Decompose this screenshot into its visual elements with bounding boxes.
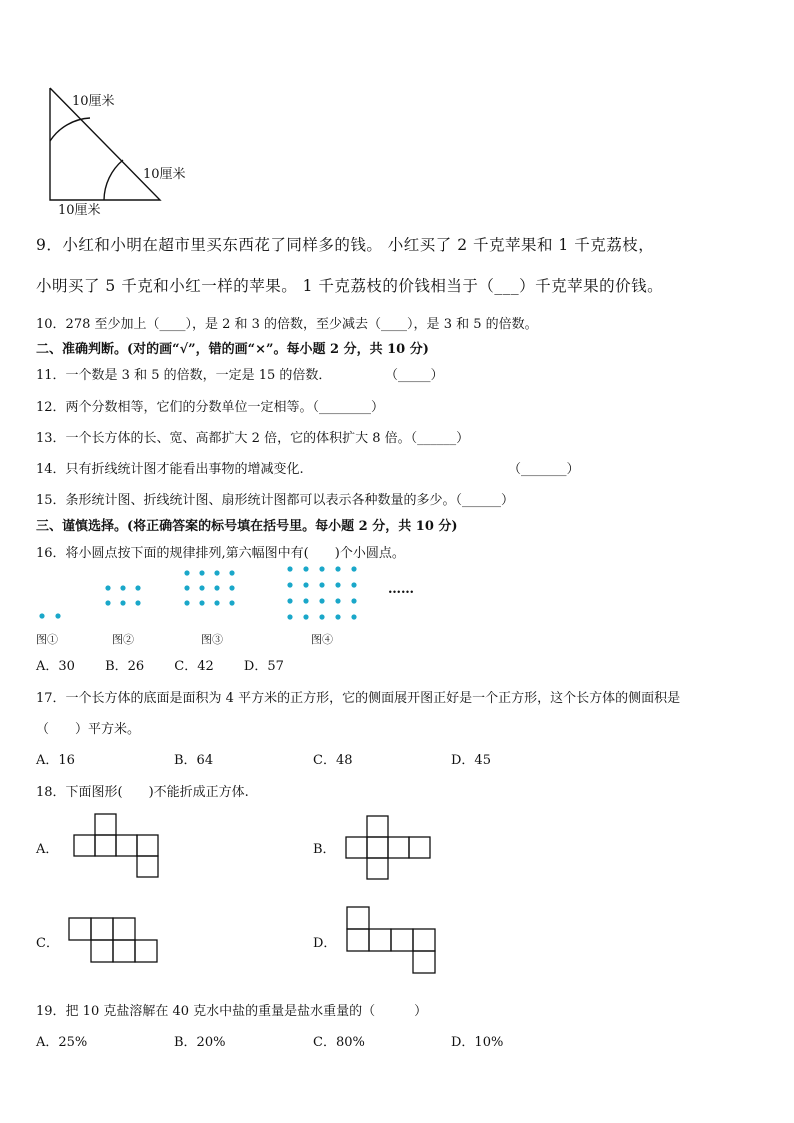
pattern-dot-fig4 [303,582,308,587]
pattern-dot-fig3 [199,585,204,590]
q18-stem: 18．下面图形( )不能折成正方体. [36,785,249,800]
section-2-heading: 二、准确判断。(对的画“√”，错的画“×”。每小题 2 分，共 10 分) [36,342,429,357]
q11-blank: （_____） [385,368,444,383]
pattern-dot-fig3 [214,600,219,605]
pattern-dot-fig3 [229,600,234,605]
pattern-dot-fig2 [120,585,125,590]
q15: 15．条形统计图、折线统计图、扇形统计图都可以表示各种数量的多少。（______） [36,493,515,508]
q12: 12．两个分数相等，它们的分数单位一定相等。（________） [36,400,385,415]
triangle-label-top: 10厘米 [72,94,115,109]
pattern-dot-fig4 [287,566,292,571]
pattern-dot-fig2 [105,600,110,605]
q17-stem: 17．一个长方体的底面是面积为 4 平方米的正方形，它的侧面展开图正好是一个正方形，这个长方体的侧面积是 [36,691,681,706]
q17-option-c: C．48 [313,753,353,768]
pattern-dot-fig4 [303,614,308,619]
q14-blank: （_______） [508,462,580,477]
section-3-heading: 三、谨慎选择。(将正确答案的标号填在括号里。每小题 2 分，共 10 分) [36,519,458,534]
pattern-dot-fig3 [199,600,204,605]
pattern-dot-fig4 [319,614,324,619]
q18-label-d: D． [313,936,337,951]
pattern-dot-fig2 [135,600,140,605]
triangle-label-right: 10厘米 [143,167,186,182]
pattern-dot-fig4 [287,614,292,619]
pattern-dot-fig3 [184,600,189,605]
pattern-dot-fig3 [229,585,234,590]
pattern-dot-fig4 [303,566,308,571]
triangle-label-bottom: 10厘米 [58,203,101,218]
pattern-dot-fig2 [135,585,140,590]
q17-option-b: B．64 [174,753,214,768]
pattern-dot-fig4 [351,582,356,587]
pattern-dot-fig4 [335,598,340,603]
pattern-dot-fig4 [351,614,356,619]
q17-option-a: A．16 [36,753,75,768]
q18-label-c: C． [36,936,59,951]
pattern-dot-fig4 [319,566,324,571]
pattern-dot-fig3 [184,570,189,575]
pattern-dot-fig3 [199,570,204,575]
q18-label-b: B． [313,842,336,857]
q19-option-c: C．80% [313,1035,365,1050]
pattern-dot-fig4 [335,566,340,571]
pattern-dot-fig4 [335,582,340,587]
q19-stem: 19．把 10 克盐溶解在 40 克水中盐的重量是盐水重量的（ ） [36,1004,428,1019]
pattern-dot-fig4 [287,582,292,587]
q19-option-d: D．10% [451,1035,504,1050]
pattern-dot-fig4 [351,598,356,603]
pattern-dot-fig4 [335,614,340,619]
pattern-dot-fig2 [105,585,110,590]
pattern-dot-fig4 [319,582,324,587]
pattern-dot-fig3 [214,585,219,590]
q9-line1: 9．小红和小明在超市里买东西花了同样多的钱。 小红买了 2 千克苹果和 1 千克荔枝， [36,236,655,254]
pattern-dot-fig4 [287,598,292,603]
fig-label-2: 图② [112,633,134,646]
pattern-dot-fig3 [214,570,219,575]
q16-options: A．30 B．26 C．42 D．57 [36,659,284,674]
pattern-dot-fig4 [319,598,324,603]
q19-option-b: B．20% [174,1035,226,1050]
q11-text: 11．一个数是 3 和 5 的倍数，一定是 15 的倍数． [36,368,332,383]
q14-text: 14．只有折线统计图才能看出事物的增减变化. [36,462,304,477]
pattern-dot-fig1 [55,613,60,618]
pattern-dot-fig4 [303,598,308,603]
pattern-dot-fig3 [229,570,234,575]
q13: 13．一个长方体的长、宽、高都扩大 2 倍，它的体积扩大 8 倍。（______） [36,431,470,446]
q10: 10．278 至少加上（____），是 2 和 3 的倍数，至少减去（____），是 3 和 5 的倍数。 [36,317,538,332]
pattern-dot-fig4 [351,566,356,571]
q17-option-d: D．45 [451,753,491,768]
q18-label-a: A． [36,842,59,857]
pattern-dot-fig2 [120,600,125,605]
q16-stem: 16．将小圆点按下面的规律排列,第六幅图中有( )个小圆点。 [36,546,405,561]
fig-label-1: 图① [36,633,58,646]
q9-line2: 小明买了 5 千克和小红一样的苹果。 1 千克荔枝的价钱相当于（___）千克苹果的价钱。 [36,277,664,295]
q19-option-a: A．25% [36,1035,88,1050]
q17-stem-cont: （ ）平方米。 [36,722,141,737]
pattern-ellipsis: …… [388,582,414,597]
pattern-dot-fig3 [184,585,189,590]
fig-label-4: 图④ [311,633,333,646]
fig-label-3: 图③ [201,633,223,646]
pattern-dot-fig1 [39,613,44,618]
